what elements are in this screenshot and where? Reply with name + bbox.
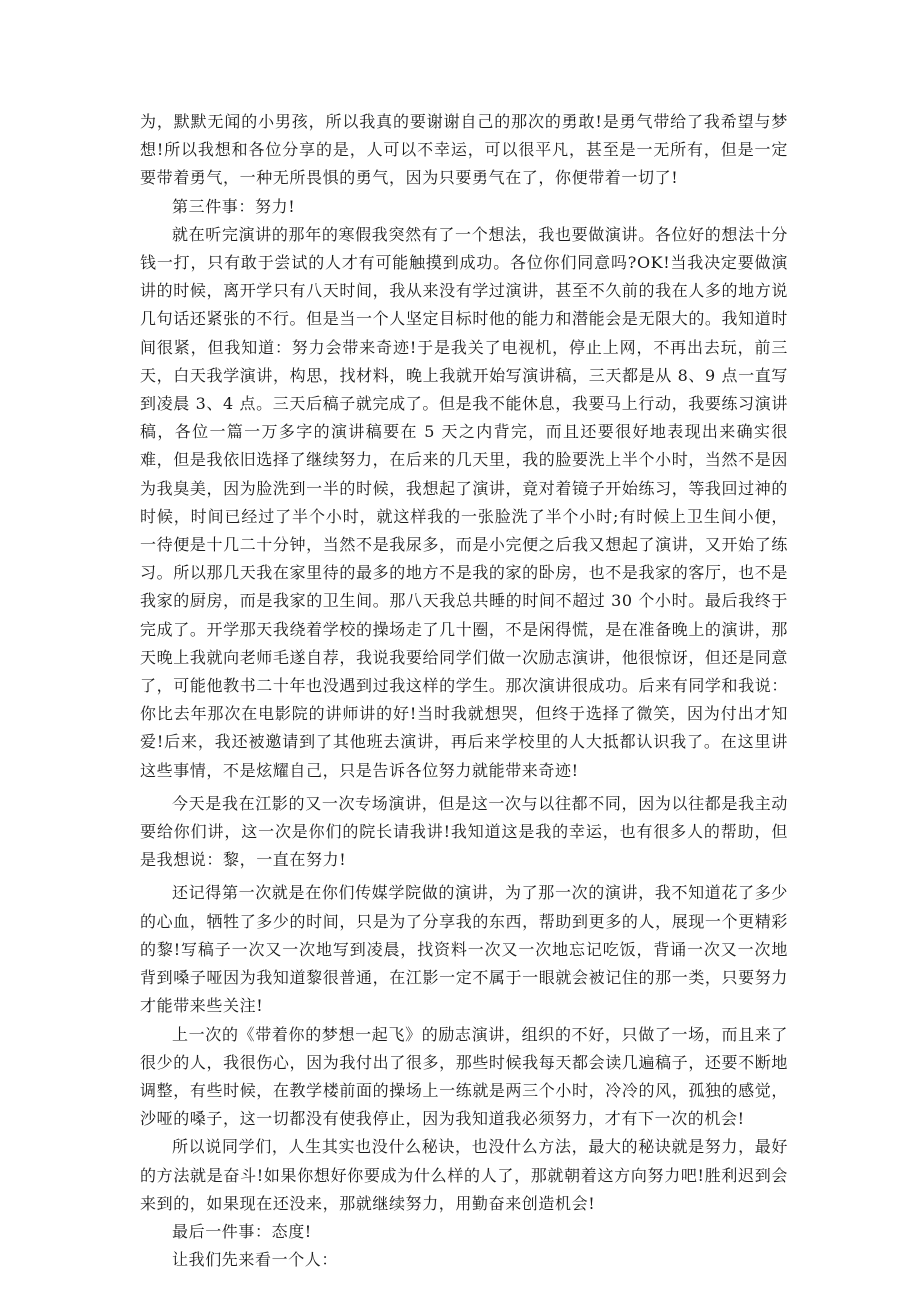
section-heading-attitude: 最后一件事：态度!	[172, 1221, 312, 1241]
paragraph-jiangying-speech: 今天是我在江影的又一次专场演讲，但是这一次与以往都不同，因为以往都是我主动要给你们讲，这一次是你们的院长请我讲!我知道这是我的幸运，也有很多人的帮助，但是我想说：黎，一直在努力!	[140, 793, 788, 870]
section-heading-effort: 第三件事：努力!	[172, 196, 296, 216]
paragraph-last-speech: 上一次的《带着你的梦想一起飞》的励志演讲，组织的不好，只做了一场，而且来了很少的人，我很伤心，因为我付出了很多，那些时候我每天都会读几遍稿子，还要不断地调整，有些时候，在教学楼前面的操场上一练就是两三个小时，冷冷的风，孤独的感觉，沙哑的嗓子，这一切都没有使我停止，因为我知道我必须努力，才有下一次的机会!	[140, 1024, 788, 1129]
paragraph-first-speech: 还记得第一次就是在你们传媒学院做的演讲，为了那一次的演讲，我不知道花了多少的心血，牺牲了多少的时间，只是为了分享我的东西，帮助到更多的人，展现一个更精彩的黎!写稿子一次又一次地写到凌晨，找资料一次又一次地忘记吃饭，背诵一次又一次地背到嗓子哑因为我知道黎很普通，在江影一定不属于一眼就会被记住的那一类，只要努力才能带来些关注!	[140, 883, 788, 1016]
document-body	[140, 108, 788, 1274]
paragraph-intro-person: 让我们先来看一个人：	[172, 1250, 339, 1270]
paragraph-conclusion: 所以说同学们，人生其实也没什么秘诀，也没什么方法，最大的秘诀就是努力，最好的方法就是奋斗!如果你想好你要成为什么样的人了，那就朝着这方向努力吧!胜利迟到会来到的，如果现在还没来，那就继续努力，用勤奋来创造机会!	[140, 1137, 788, 1213]
paragraph-continued: 为，默默无闻的小男孩，所以我真的要谢谢自己的那次的勇敢!是勇气带给了我希望与梦想!所以我想和各位分享的是，人可以不幸运，可以很平凡，甚至是一无所有，但是一定要带着勇气，一种无所畏惧的勇气，因为只要勇气在了，你便带着一切了!	[140, 112, 788, 188]
paragraph-effort-story: 就在听完演讲的那年的寒假我突然有了一个想法，我也要做演讲。各位好的想法十分钱一打，只有敢于尝试的人才有可能触摸到成功。各位你们同意吗?OK!当我决定要做演讲的时候，离开学只有八天时间，我从来没有学过演讲，甚至不久前的我在人多的地方说几句话还紧张的不行。但是当一个人坚定目标时他的能力和潜能会是无限大的。我知道时间很紧，但我知道：努力会带来奇迹!于是我关了电视机，停止上网，不再出去玩，前三天，白天我学演讲，构思，找材料，晚上我就开始写演讲稿，三天都是从 8、9 点一直写到凌晨 3、4 点。三天后稿子就完成了。但是我不能休息，我要马上行动，我要练习演讲稿，各位一篇一万多字的演讲稿要在 5 天之内背完，而且还要很好地表现出来确实很难，但是我依旧选择了继续努力，在后来的几天里，我的脸要洗上半个小时，当然不是因为我臭美，因为脸洗到一半的时候，我想起了演讲，竟对着镜子开始练习，等我回过神的时候，时间已经过了半个小时，就这样我的一张脸洗了半个小时;有时候上卫生间小便，一待便是十几二十分钟，当然不是我尿多，而是小完便之后我又想起了演讲，又开始了练习。所以那几天我在家里待的最多的地方不是我的家的卧房，也不是我家的客厅，也不是我家的厨房，而是我家的卫生间。那八天我总共睡的时间不超过 30 个小时。最后我终于完成了。开学那天我绕着学校的操场走了几十圈，不是闲得慌，是在准备晚上的演讲，那天晚上我就向老师毛遂自荐，我说我要给同学们做一次励志演讲，他很惊讶，但还是同意了，可能他教书二十年也没遇到过我这样的学生。那次演讲很成功。后来有同学和我说：你比去年那次在电影院的讲师讲的好!当时我就想哭，但终于选择了微笑，因为付出才知爱!后来，我还被邀请到了其他班去演讲，再后来学校里的人大抵都认识我了。在这里讲这些事情，不是炫耀自己，只是告诉各位努力就能带来奇迹!	[140, 224, 788, 780]
